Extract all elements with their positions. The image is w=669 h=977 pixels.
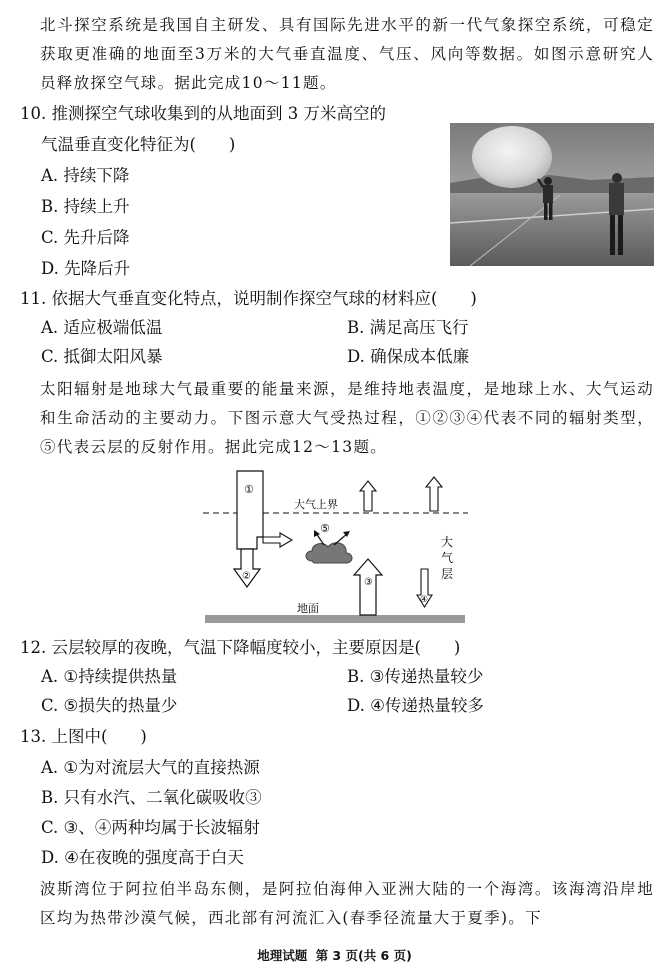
- balloon-release-photo: [450, 123, 654, 266]
- question-12-option-a[interactable]: A. ①持续提供热量: [41, 667, 178, 686]
- intro-passage-persian-gulf: 波斯湾位于阿拉伯半岛东侧，是阿拉伯海伸入亚洲大陆的一个海湾。该海湾沿岸地区均为热带沙漠气候，西北部有河流汇入(春季径流量大于夏季)。下: [40, 880, 654, 927]
- intro-passage-beidou: 北斗探空系统是我国自主研发、具有国际先进水平的新一代气象探空系统，可稳定获取更准确的地面至3万米的大气垂直温度、气压、风向等数据。如图示意研究人员释放探空气球。据此完成10～11题。: [40, 16, 654, 92]
- ground-bar: [205, 615, 465, 623]
- question-13-option-b[interactable]: B. 只有水汽、二氧化碳吸收③: [41, 788, 262, 807]
- atmosphere-layer-label-1: 大: [441, 535, 454, 549]
- question-11-option-a[interactable]: A. 适应极端低温: [41, 318, 163, 337]
- cloud-shape: [306, 543, 352, 563]
- question-10-option-c[interactable]: C. 先升后降: [41, 228, 130, 247]
- question-11-option-c[interactable]: C. 抵御太阳风暴: [41, 347, 163, 366]
- heating-process-svg: [200, 467, 470, 630]
- question-12-stem: 12. 云层较厚的夜晚，气温下降幅度较小，主要原因是( ): [20, 638, 461, 657]
- arrow-escape-up: [360, 481, 376, 511]
- arrow-upper-right: [426, 477, 442, 511]
- label-4: ④: [420, 595, 429, 605]
- arrow-to-cloud: [263, 533, 292, 547]
- question-12-option-c[interactable]: C. ⑤损失的热量少: [41, 696, 178, 715]
- question-13-option-d[interactable]: D. ④在夜晚的强度高于白天: [41, 848, 244, 867]
- label-3: ③: [364, 577, 373, 588]
- atmosphere-layer-label-3: 层: [441, 567, 454, 581]
- question-12-option-d[interactable]: D. ④传递热量较多: [347, 696, 484, 715]
- question-10-option-a[interactable]: A. 持续下降: [41, 166, 130, 185]
- footer-page-number: 第 3 页(共 6 页): [315, 948, 412, 963]
- question-11-option-b[interactable]: B. 满足高压飞行: [347, 318, 469, 337]
- question-12-option-b[interactable]: B. ③传递热量较少: [347, 667, 484, 686]
- atmosphere-top-label: 大气上界: [294, 498, 338, 511]
- page-footer: [0, 946, 669, 964]
- question-11-stem: 11. 依据大气垂直变化特点，说明制作探空气球的材料应( ): [20, 289, 477, 308]
- question-10-stem-line1: 10. 推测探空气球收集到的从地面到 3 万米高空的: [20, 104, 386, 123]
- question-10-stem-line2: 气温垂直变化特征为( ): [41, 135, 236, 154]
- question-10-option-d[interactable]: D. 先降后升: [41, 259, 131, 278]
- label-1: ①: [244, 483, 254, 496]
- intro-passage-solar-radiation: 太阳辐射是地球大气最重要的能量来源，是维持地表温度，是地球上水、大气运动和生命活动的主要动力。下图示意大气受热过程，①②③④代表不同的辐射类型，⑤代表云层的反射作用。据此完成12～13题。: [40, 380, 654, 456]
- question-13-stem: 13. 上图中( ): [20, 727, 147, 746]
- question-11-option-d[interactable]: D. 确保成本低廉: [347, 347, 470, 366]
- question-13-option-c[interactable]: C. ③、④两种均属于长波辐射: [41, 818, 260, 837]
- question-13-option-a[interactable]: A. ①为对流层大气的直接热源: [41, 758, 260, 777]
- ground-label: 地面: [297, 602, 319, 615]
- label-5: ⑤: [320, 522, 330, 535]
- balloon-photo-image: [450, 123, 654, 266]
- footer-subject: 地理试题: [257, 948, 308, 963]
- question-10-option-b[interactable]: B. 持续上升: [41, 197, 130, 216]
- atmosphere-heating-diagram: [200, 467, 470, 630]
- atmosphere-layer-label-2: 气: [441, 551, 454, 565]
- label-2: ②: [242, 571, 251, 582]
